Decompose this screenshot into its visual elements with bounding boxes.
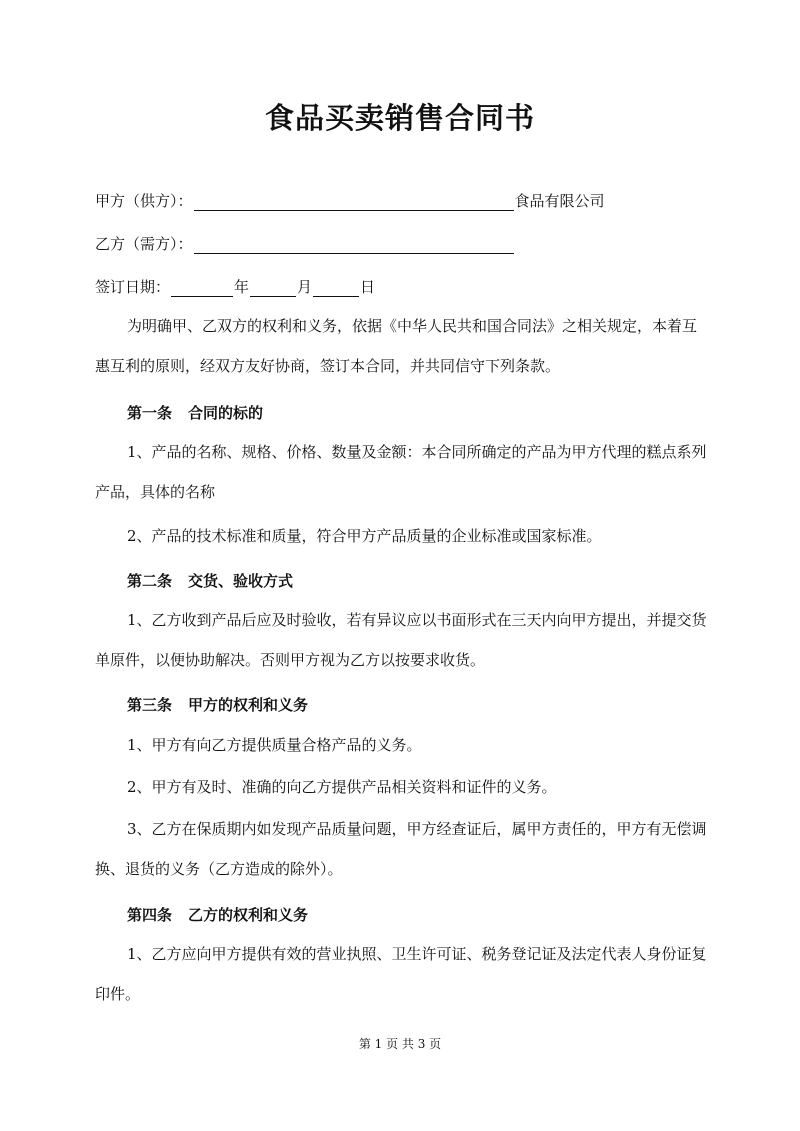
article-2-item-1: 1、乙方收到产品后应及时验收，若有异议应以书面形式在三天内向甲方提出，并提交货单原件，以便协助解决。否则甲方视为乙方以按要求收货。 bbox=[95, 611, 707, 669]
month-label: 月 bbox=[297, 278, 313, 296]
article-3-item-1: 1、甲方有向乙方提供质量合格产品的义务。 bbox=[127, 736, 422, 754]
article-2-title: 交货、验收方式 bbox=[188, 572, 294, 590]
article-2-heading bbox=[127, 570, 293, 591]
sign-date-line bbox=[95, 276, 375, 297]
party-a-suffix: 食品有限公司 bbox=[514, 192, 605, 210]
article-1-item-2: 2、产品的技术标准和质量，符合甲方产品质量的企业标准或国家标准。 bbox=[127, 527, 602, 545]
article-1-heading bbox=[127, 402, 263, 423]
party-a-label: 甲方（供方）： bbox=[95, 192, 193, 210]
year-label: 年 bbox=[234, 278, 250, 296]
day-blank[interactable] bbox=[313, 281, 359, 297]
document-title: 食品买卖销售合同书 bbox=[264, 101, 535, 135]
article-3-item-2: 2、甲方有及时、准确的向乙方提供产品相关资料和证件的义务。 bbox=[127, 778, 557, 796]
party-b-blank[interactable] bbox=[194, 238, 514, 254]
article-3-number: 第三条 bbox=[127, 696, 173, 714]
month-blank[interactable] bbox=[250, 281, 296, 297]
article-1-item-1: 1、产品的名称、规格、价格、数量及金额：本合同所确定的产品为甲方代理的糕点系列产品，具体的名称 bbox=[95, 443, 707, 501]
sign-date-label: 签订日期： bbox=[95, 278, 171, 296]
party-b-line bbox=[95, 233, 515, 254]
intro-paragraph: 为明确甲、乙双方的权利和义务，依据《中华人民共和国合同法》之相关规定，本着互惠互利的原则，经双方友好协商，签订本合同，并共同信守下列条款。 bbox=[95, 317, 698, 375]
article-4-title: 乙方的权利和义务 bbox=[188, 906, 309, 924]
article-4-heading bbox=[127, 904, 308, 925]
article-3-title: 甲方的权利和义务 bbox=[188, 696, 309, 714]
party-b-label: 乙方（需方）： bbox=[95, 235, 193, 253]
article-4-number: 第四条 bbox=[127, 906, 173, 924]
article-1-number: 第一条 bbox=[127, 404, 173, 422]
article-3-heading bbox=[127, 694, 308, 715]
article-4-item-1: 1、乙方应向甲方提供有效的营业执照、卫生许可证、税务登记证及法定代表人身份证复印件。 bbox=[95, 945, 707, 1003]
party-a-blank[interactable] bbox=[194, 195, 514, 211]
party-a-line bbox=[95, 190, 605, 211]
article-1-title: 合同的标的 bbox=[188, 404, 264, 422]
year-blank[interactable] bbox=[171, 281, 233, 297]
article-3-item-3: 3、乙方在保质期内如发现产品质量问题，甲方经查证后，属甲方责任的，甲方有无偿调换、退货的义务（乙方造成的除外）。 bbox=[95, 820, 707, 878]
page-footer: 第 1 页 共 3 页 bbox=[358, 1037, 442, 1051]
article-2-number: 第二条 bbox=[127, 572, 173, 590]
day-label: 日 bbox=[360, 278, 376, 296]
